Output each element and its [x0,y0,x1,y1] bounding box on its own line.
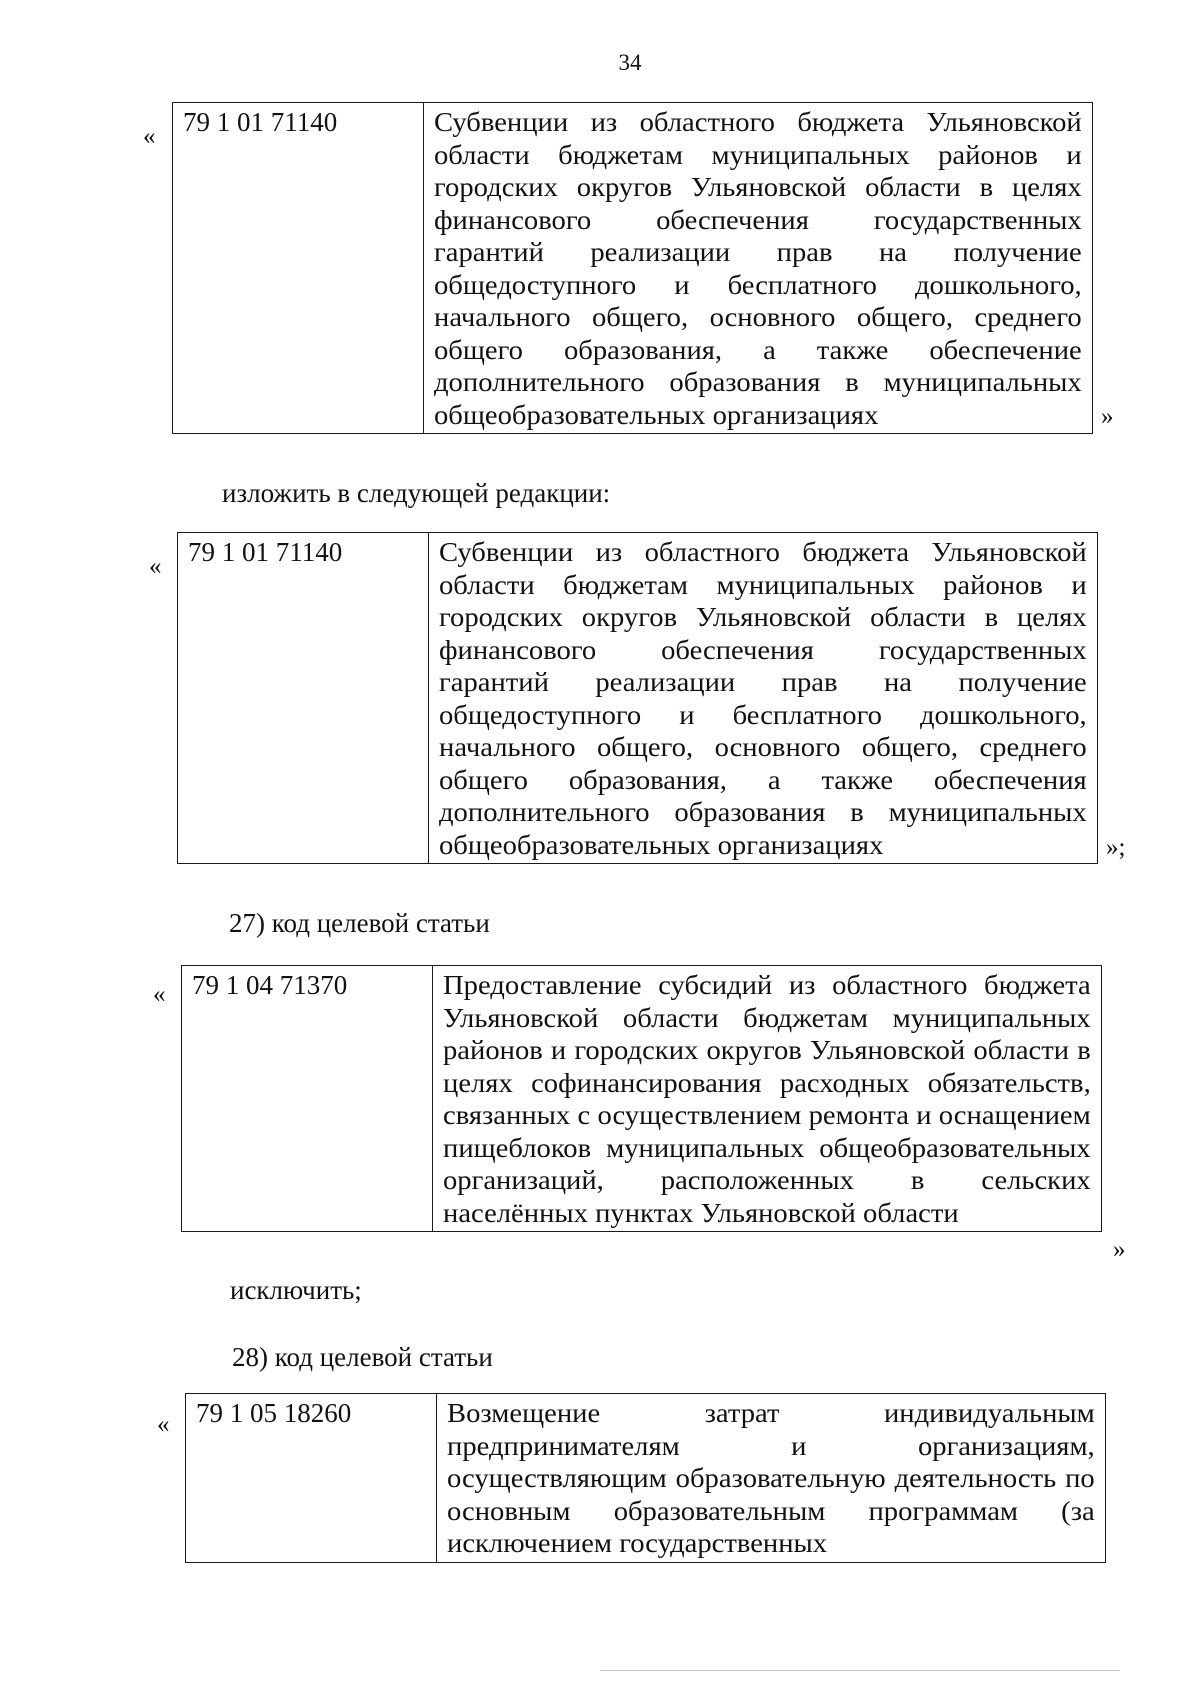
budget-code-table [177,532,1098,864]
page-bottom-rule [600,1670,1120,1671]
target-article-code: 79 1 01 71140 [178,533,429,864]
target-article-description: Возмещение затрат индивидуальным предпринимателям и организациям, осуществляющим образовательную деятельность по основным образовательным программам (за исключением государственных [437,1394,1106,1563]
budget-code-table [172,102,1093,434]
table-row [173,103,1093,434]
target-article-description: Субвенции из областного бюджета Ульяновской области бюджетам муниципальных районов и городских округов Ульяновской области в целях финансового обеспечения государственных гарантий реализации прав на получение общедоступного и бесплатного дошкольного, начального общего, основного общего, среднего общего образования, а также обеспечение дополнительного образования в муниципальных общеобразовательных организациях [424,103,1093,434]
target-article-code: 79 1 04 71370 [182,966,433,1232]
open-quote: « [153,981,166,1008]
open-quote: « [149,553,162,580]
target-article-code: 79 1 05 18260 [186,1394,437,1563]
table-row [178,533,1098,864]
table-row [186,1394,1106,1563]
open-quote: « [157,1411,170,1438]
exclude-instruction: исключить; [230,1275,362,1305]
edit-instruction: изложить в следующей редакции: [222,478,611,508]
target-article-code: 79 1 01 71140 [173,103,424,434]
target-article-description: Субвенции из областного бюджета Ульяновской области бюджетам муниципальных районов и городских округов Ульяновской области в целях финансового обеспечения государственных гарантий реализации прав на получение общедоступного и бесплатного дошкольного, начального общего, основного общего, среднего общего образования, а также обеспечения дополнительного образования в муниципальных общеобразовательных организациях [429,533,1098,864]
item-28-heading: 28) код целевой статьи [232,1342,493,1372]
budget-code-table [185,1393,1106,1563]
close-quote: » [1101,403,1114,430]
item-27-heading: 27) код целевой статьи [229,908,490,938]
open-quote: « [143,123,156,150]
target-article-description: Предоставление субсидий из областного бюджета Ульяновской области бюджетам муниципальных районов и городских округов Ульяновской области в целях софинансирования расходных обязательств, связанных с осуществлением ремонта и оснащением пищеблоков муниципальных общеобразовательных организаций, расположенных в сельских населённых пунктах Ульяновской области [433,966,1102,1232]
close-quote: » [1113,1236,1126,1263]
table-row [182,966,1102,1232]
close-quote: »; [1106,834,1126,861]
budget-code-table [181,965,1102,1232]
page-number: 34 [618,50,642,75]
